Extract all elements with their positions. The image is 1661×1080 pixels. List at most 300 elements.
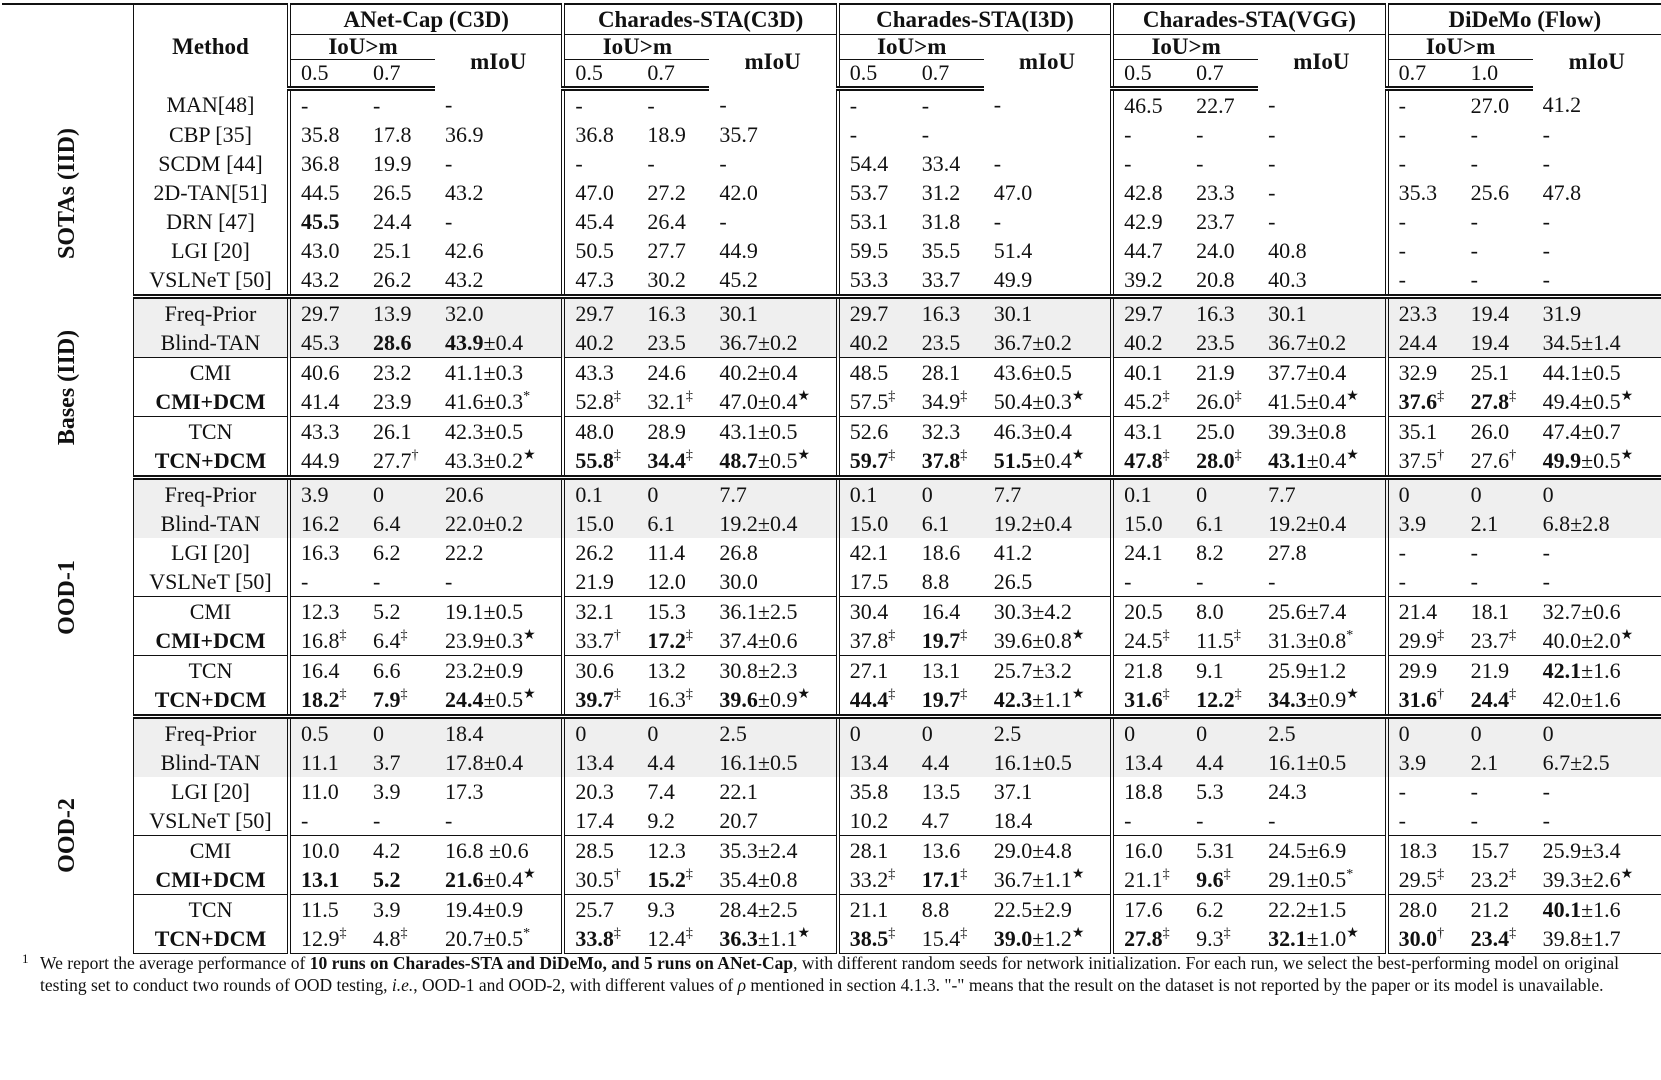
method-name: 2D-TAN[51] xyxy=(133,178,289,207)
dataset-header-charades-c3d: Charades-STA(C3D) xyxy=(563,4,837,35)
value-cell: 36.8 xyxy=(301,151,340,176)
value-cell: 34.9‡ xyxy=(921,389,968,414)
value-cell: - xyxy=(575,151,583,176)
value-cell: 17.6 xyxy=(1112,895,1186,925)
significance-mark: ★ xyxy=(1620,867,1634,882)
significance-mark: ‡ xyxy=(960,926,968,941)
significance-mark: ‡ xyxy=(685,687,693,702)
value-cell: 16.1±0.5 xyxy=(984,748,1112,777)
significance-mark: ‡ xyxy=(613,389,621,404)
value-cell: - xyxy=(575,93,583,118)
threshold-label: 1.0 xyxy=(1461,60,1533,89)
value-cell: 41.2 xyxy=(984,538,1112,567)
value-cell: 7.7 xyxy=(709,478,837,510)
method-header: Method xyxy=(133,4,289,89)
value-cell: 35.5 xyxy=(921,238,961,263)
value-cell: 46.3±0.4 xyxy=(984,417,1112,447)
value-cell: 31.6† xyxy=(1387,685,1461,717)
value-cell: 21.2 xyxy=(1461,895,1533,925)
value-cell: - xyxy=(1258,806,1386,836)
value-cell: 17.1‡ xyxy=(921,867,968,892)
value-cell: 28.0 xyxy=(1387,895,1461,925)
value-cell: 6.4‡ xyxy=(373,628,408,653)
value-cell: 55.8‡ xyxy=(563,446,637,478)
value-cell: - xyxy=(301,569,309,594)
value-cell: 27.1 xyxy=(838,656,912,686)
value-cell: 47.0 xyxy=(984,178,1112,207)
value-cell: 29.0±4.8 xyxy=(984,836,1112,866)
value-cell: 10.0 xyxy=(289,836,363,866)
table-row xyxy=(2,685,1661,717)
value-cell: 17.2‡ xyxy=(647,628,693,653)
table-row xyxy=(2,178,1661,207)
value-cell: - xyxy=(1470,569,1478,594)
value-cell: - xyxy=(1542,209,1550,234)
value-cell: 57.5‡ xyxy=(849,389,896,414)
table-row xyxy=(2,895,1661,925)
value-cell: 6.4 xyxy=(363,509,435,538)
value-cell: 36.7±0.2 xyxy=(1258,328,1386,358)
table-row xyxy=(2,748,1661,777)
significance-mark: ★ xyxy=(523,448,536,463)
value-cell: 22.7 xyxy=(1196,93,1235,118)
group-header-cell xyxy=(2,4,133,89)
method-name: LGI [20] xyxy=(133,538,289,567)
value-cell: 26.2 xyxy=(363,265,435,297)
value-cell: 23.2±0.9 xyxy=(435,656,563,686)
value-cell: 6.1 xyxy=(912,509,984,538)
table-row xyxy=(2,149,1661,178)
method-name: Blind-TAN xyxy=(133,509,289,538)
method-name: TCN+DCM xyxy=(133,446,289,478)
value-cell: 41.1±0.3 xyxy=(435,358,563,388)
value-cell: 0 xyxy=(838,717,912,749)
value-cell: 47.8‡ xyxy=(1112,446,1186,478)
value-cell: 33.8‡ xyxy=(563,924,637,954)
value-cell: 19.9 xyxy=(373,151,412,176)
value-cell: 29.7 xyxy=(838,297,912,329)
value-cell: 44.1±0.5 xyxy=(1533,358,1661,388)
value-cell: 6.1 xyxy=(637,509,709,538)
significance-mark: ★ xyxy=(1071,926,1085,941)
value-cell: 23.9 xyxy=(373,389,412,414)
table-row xyxy=(2,567,1661,597)
threshold-label: 0.5 xyxy=(289,60,363,89)
value-cell: - xyxy=(435,149,563,178)
iou-header: IoU>m xyxy=(1112,35,1258,60)
value-cell: 6.2 xyxy=(373,540,401,565)
value-cell: 42.3±0.5 xyxy=(435,417,563,447)
value-cell: - xyxy=(849,122,858,147)
table-row xyxy=(2,626,1661,656)
significance-mark: † xyxy=(613,867,621,882)
value-cell: 11.1 xyxy=(289,748,363,777)
significance-mark: ‡ xyxy=(1509,628,1517,643)
value-cell: 5.2 xyxy=(373,867,401,892)
value-cell: 28.5 xyxy=(563,836,637,866)
value-cell: 13.5 xyxy=(921,779,961,804)
value-cell: 13.4 xyxy=(1112,748,1186,777)
value-cell: 2.1 xyxy=(1461,748,1533,777)
value-cell: 39.6±0.9★ xyxy=(709,685,837,717)
value-cell: 16.0 xyxy=(1112,836,1186,866)
value-cell: 18.2‡ xyxy=(289,685,363,717)
value-cell: 13.4 xyxy=(563,748,637,777)
value-cell: - xyxy=(709,149,837,178)
value-cell: 21.1‡ xyxy=(1124,867,1170,892)
value-cell: 3.9 xyxy=(363,895,435,925)
value-cell: 32.3 xyxy=(912,417,984,447)
significance-mark: ★ xyxy=(1346,448,1359,463)
significance-mark: † xyxy=(1437,687,1445,702)
value-cell: 52.6 xyxy=(838,417,912,447)
value-cell: - xyxy=(1542,122,1550,147)
value-cell: - xyxy=(1470,779,1478,804)
value-cell: 6.2 xyxy=(1186,895,1258,925)
table-row xyxy=(2,478,1661,510)
method-name: CMI xyxy=(133,358,289,388)
results-body xyxy=(2,89,1661,954)
significance-mark: ★ xyxy=(1346,687,1359,702)
value-cell: - xyxy=(435,89,563,121)
header-row-datasets xyxy=(2,4,1661,35)
value-cell: 26.1 xyxy=(363,417,435,447)
value-cell: 32.7±0.6 xyxy=(1533,597,1661,627)
value-cell: - xyxy=(1196,151,1204,176)
value-cell: 23.3 xyxy=(1196,180,1235,205)
value-cell: 25.0 xyxy=(1186,417,1258,447)
value-cell: 17.8 xyxy=(373,122,412,147)
value-cell: 51.5±0.4★ xyxy=(984,446,1112,478)
value-cell: 20.8 xyxy=(1186,265,1258,297)
value-cell: 21.6±0.4★ xyxy=(435,865,563,895)
value-cell: 27.8‡ xyxy=(1112,924,1186,954)
value-cell: 5.2 xyxy=(363,597,435,627)
value-cell: 3.9 xyxy=(1387,748,1461,777)
value-cell: 28.0‡ xyxy=(1186,446,1258,478)
value-cell: 27.7† xyxy=(363,446,435,478)
method-name: TCN+DCM xyxy=(133,924,289,954)
threshold-label: 0.7 xyxy=(912,60,984,89)
value-cell: 16.8‡ xyxy=(301,628,347,653)
value-cell: 7.4 xyxy=(647,779,675,804)
footnote-text: We report the average performance of 10 runs on Charades-STA and DiDeMo, and 5 runs on ANet-Cap, with different random seeds for network initialization. For each run, we select the best-performing model on original testing set to conduct two rounds of OOD testing, i.e., OOD-1 and OOD-2, with different values of ρ mentioned in section 4.1.3. "-" means that the result on the dataset is not reported by the paper or its model is unavailable. xyxy=(40,953,1619,995)
significance-mark: ‡ xyxy=(613,926,621,941)
value-cell: 42.1±1.6 xyxy=(1533,656,1661,686)
value-cell: - xyxy=(1470,209,1478,234)
value-cell: 39.8±1.7 xyxy=(1533,924,1661,954)
value-cell: 16.3 xyxy=(301,540,340,565)
value-cell: 0 xyxy=(1533,717,1661,749)
significance-mark: ‡ xyxy=(1509,926,1517,941)
significance-mark: * xyxy=(523,926,531,941)
value-cell: - xyxy=(1124,151,1132,176)
footnote-mark: 1 xyxy=(22,951,29,966)
value-cell: 4.7 xyxy=(921,808,950,833)
value-cell: 22.1 xyxy=(709,777,837,806)
value-cell: 23.2‡ xyxy=(1470,867,1517,892)
significance-mark: ★ xyxy=(1620,389,1634,404)
value-cell: 43.9±0.4 xyxy=(435,328,563,358)
value-cell: - xyxy=(301,93,309,118)
significance-mark: † xyxy=(1437,926,1445,941)
method-name: LGI [20] xyxy=(133,236,289,265)
dataset-header-charades-i3d: Charades-STA(I3D) xyxy=(838,4,1112,35)
value-cell: 12.9‡ xyxy=(289,924,363,954)
value-cell: 23.9±0.3★ xyxy=(435,626,563,656)
value-cell: 36.3±1.1★ xyxy=(709,924,837,954)
method-name: TCN xyxy=(133,656,289,686)
value-cell: 30.4 xyxy=(838,597,912,627)
value-cell: 43.1±0.5 xyxy=(709,417,837,447)
value-cell: 16.3 xyxy=(637,297,709,329)
value-cell: - xyxy=(1398,540,1406,565)
value-cell: 0 xyxy=(363,717,435,749)
significance-mark: ‡ xyxy=(1437,628,1445,643)
significance-mark: ‡ xyxy=(960,867,968,882)
value-cell: 0.1 xyxy=(563,478,637,510)
significance-mark: ‡ xyxy=(888,687,896,702)
value-cell: 18.3 xyxy=(1387,836,1461,866)
value-cell: - xyxy=(1124,569,1132,594)
value-cell: 17.5 xyxy=(849,569,889,594)
significance-mark: ‡ xyxy=(1223,867,1231,882)
value-cell: 31.2 xyxy=(921,180,961,205)
significance-mark: * xyxy=(523,389,531,404)
value-cell: 9.3 xyxy=(637,895,709,925)
significance-mark: ‡ xyxy=(888,389,896,404)
value-cell: 18.8 xyxy=(1124,779,1163,804)
value-cell: 50.4±0.3★ xyxy=(984,387,1112,417)
significance-mark: ‡ xyxy=(1509,867,1517,882)
value-cell: 49.4±0.5★ xyxy=(1542,389,1634,414)
table-row xyxy=(2,717,1661,749)
value-cell: 17.8±0.4 xyxy=(435,748,563,777)
significance-mark: ★ xyxy=(523,687,536,702)
value-cell: 20.3 xyxy=(575,779,614,804)
value-cell: 27.2 xyxy=(647,180,686,205)
value-cell: 45.3 xyxy=(289,328,363,358)
value-cell: 21.9 xyxy=(575,569,614,594)
value-cell: 8.2 xyxy=(1196,540,1224,565)
value-cell: - xyxy=(1398,93,1406,118)
value-cell: 26.0‡ xyxy=(1196,389,1242,414)
value-cell: 39.2 xyxy=(1112,265,1186,297)
value-cell: 28.4±2.5 xyxy=(709,895,837,925)
value-cell: 43.2 xyxy=(435,265,563,297)
significance-mark: ★ xyxy=(797,389,811,404)
value-cell: 25.9±3.4 xyxy=(1533,836,1661,866)
value-cell: 44.4‡ xyxy=(838,685,912,717)
significance-mark: ★ xyxy=(1620,628,1634,643)
value-cell: 15.7 xyxy=(1461,836,1533,866)
significance-mark: ‡ xyxy=(1223,926,1231,941)
value-cell: 0 xyxy=(912,717,984,749)
value-cell: 23.4‡ xyxy=(1461,924,1533,954)
method-name: VSLNeT [50] xyxy=(133,265,289,297)
table-row xyxy=(2,509,1661,538)
value-cell: 40.2 xyxy=(1112,328,1186,358)
group-label: Bases (IID) xyxy=(2,297,133,478)
value-cell: 19.7‡ xyxy=(921,628,968,653)
significance-mark: ‡ xyxy=(1233,628,1241,643)
value-cell: - xyxy=(1258,120,1386,149)
value-cell: 33.7† xyxy=(575,628,621,653)
value-cell: 30.6 xyxy=(563,656,637,686)
value-cell: 26.4 xyxy=(647,209,686,234)
iou-header: IoU>m xyxy=(838,35,984,60)
significance-mark: ★ xyxy=(1071,687,1085,702)
method-name: CBP [35] xyxy=(133,120,289,149)
value-cell: 21.9 xyxy=(1186,358,1258,388)
value-cell: 11.5‡ xyxy=(1196,628,1241,653)
value-cell: 34.4‡ xyxy=(637,446,709,478)
value-cell: 41.2 xyxy=(1542,91,1582,117)
value-cell: 40.2 xyxy=(563,328,637,358)
value-cell: 26.8 xyxy=(709,538,837,567)
value-cell: 48.0 xyxy=(563,417,637,447)
value-cell: 0 xyxy=(563,717,637,749)
value-cell: - xyxy=(1196,808,1204,833)
value-cell: 53.1 xyxy=(849,209,889,234)
value-cell: 43.3 xyxy=(563,358,637,388)
value-cell: 13.4 xyxy=(838,748,912,777)
value-cell: 19.2±0.4 xyxy=(709,509,837,538)
significance-mark: ‡ xyxy=(685,926,693,941)
value-cell: - xyxy=(1470,238,1478,263)
method-name: MAN[48] xyxy=(133,89,289,121)
value-cell: 18.4 xyxy=(435,717,563,749)
table-row xyxy=(2,358,1661,388)
value-cell: 17.4 xyxy=(575,808,614,833)
value-cell: 2.5 xyxy=(1258,717,1386,749)
significance-mark: ‡ xyxy=(1437,867,1445,882)
value-cell: - xyxy=(1387,265,1461,297)
value-cell: 35.4±0.8 xyxy=(709,865,837,895)
value-cell: 2.5 xyxy=(709,717,837,749)
value-cell: 32.1±1.0★ xyxy=(1258,924,1386,954)
significance-mark: ‡ xyxy=(1162,389,1170,404)
value-cell: - xyxy=(1196,569,1204,594)
value-cell: 29.5‡ xyxy=(1398,867,1445,892)
value-cell: 27.6† xyxy=(1461,446,1533,478)
significance-mark: ‡ xyxy=(888,628,896,643)
value-cell: 0 xyxy=(1186,478,1258,510)
significance-mark: ‡ xyxy=(888,867,896,882)
method-name: TCN xyxy=(133,895,289,925)
value-cell: 37.6‡ xyxy=(1398,389,1445,414)
value-cell: 4.8‡ xyxy=(363,924,435,954)
value-cell: 13.1 xyxy=(301,867,340,892)
value-cell: - xyxy=(1398,209,1406,234)
value-cell: - xyxy=(1398,238,1406,263)
value-cell: 37.7±0.4 xyxy=(1258,358,1386,388)
value-cell: - xyxy=(1258,89,1386,121)
value-cell: 4.4 xyxy=(637,748,709,777)
significance-mark: ★ xyxy=(1071,389,1085,404)
value-cell: 43.1±0.4★ xyxy=(1258,446,1386,478)
table-row xyxy=(2,597,1661,627)
value-cell: - xyxy=(301,808,309,833)
value-cell: 43.2 xyxy=(435,178,563,207)
iou-header: IoU>m xyxy=(1387,35,1533,60)
value-cell: 31.3±0.8* xyxy=(1258,626,1386,656)
value-cell: 10.2 xyxy=(849,808,889,833)
value-cell: 22.2 xyxy=(435,538,563,567)
significance-mark: ‡ xyxy=(685,628,693,643)
value-cell: 4.2 xyxy=(363,836,435,866)
significance-mark: ‡ xyxy=(400,687,408,702)
table-row xyxy=(2,89,1661,121)
value-cell: 36.7±1.1★ xyxy=(984,865,1112,895)
table-row xyxy=(2,207,1661,236)
value-cell: - xyxy=(647,93,655,118)
value-cell: 43.0 xyxy=(301,238,340,263)
value-cell: 15.0 xyxy=(1112,509,1186,538)
value-cell: 51.4 xyxy=(984,236,1112,265)
significance-mark: † xyxy=(1437,448,1445,463)
significance-mark: ★ xyxy=(1620,448,1634,463)
value-cell: - xyxy=(647,151,655,176)
value-cell: - xyxy=(1542,151,1550,176)
value-cell: 41.6±0.3* xyxy=(435,387,563,417)
significance-mark: ‡ xyxy=(960,628,968,643)
value-cell: 16.4 xyxy=(912,597,984,627)
value-cell: 25.7 xyxy=(563,895,637,925)
value-cell: 5.31 xyxy=(1186,836,1258,866)
value-cell: 21.4 xyxy=(1387,597,1461,627)
value-cell: 24.5‡ xyxy=(1124,628,1170,653)
value-cell: - xyxy=(1470,151,1478,176)
miou-header: mIoU xyxy=(984,35,1112,89)
value-cell: 29.1±0.5* xyxy=(1258,865,1386,895)
value-cell: 27.0 xyxy=(1470,93,1510,118)
value-cell: 44.9 xyxy=(289,446,363,478)
value-cell: 0.5 xyxy=(289,717,363,749)
threshold-label: 0.7 xyxy=(1387,60,1461,89)
value-cell: - xyxy=(1542,808,1550,833)
significance-mark: ‡ xyxy=(1234,448,1242,463)
value-cell: 26.2 xyxy=(575,540,614,565)
significance-mark: ‡ xyxy=(613,687,621,702)
significance-mark: * xyxy=(1346,628,1354,643)
value-cell: 42.3±1.1★ xyxy=(984,685,1112,717)
significance-mark: ★ xyxy=(797,448,811,463)
value-cell: 37.5† xyxy=(1387,446,1461,478)
significance-mark: † xyxy=(1509,448,1517,463)
significance-mark: ★ xyxy=(1346,389,1359,404)
value-cell: 29.7 xyxy=(289,297,363,329)
value-cell: 16.4 xyxy=(289,656,363,686)
value-cell: 18.1 xyxy=(1461,597,1533,627)
value-cell: 5.3 xyxy=(1196,779,1224,804)
value-cell: 24.4±0.5★ xyxy=(435,685,563,717)
value-cell: 22.0±0.2 xyxy=(435,509,563,538)
significance-mark: ★ xyxy=(797,926,811,941)
value-cell: 44.9 xyxy=(709,236,837,265)
table-row xyxy=(2,297,1661,329)
value-cell: 16.2 xyxy=(289,509,363,538)
threshold-label: 0.7 xyxy=(637,60,709,89)
value-cell: 0 xyxy=(1186,717,1258,749)
value-cell: 47.8 xyxy=(1542,180,1582,205)
value-cell: 13.1 xyxy=(912,656,984,686)
value-cell: 28.1 xyxy=(912,358,984,388)
value-cell: 42.0±1.6 xyxy=(1533,685,1661,717)
value-cell: 34.3±0.9★ xyxy=(1258,685,1386,717)
value-cell: 47.0 xyxy=(575,180,614,205)
value-cell: 47.0±0.4★ xyxy=(709,387,837,417)
